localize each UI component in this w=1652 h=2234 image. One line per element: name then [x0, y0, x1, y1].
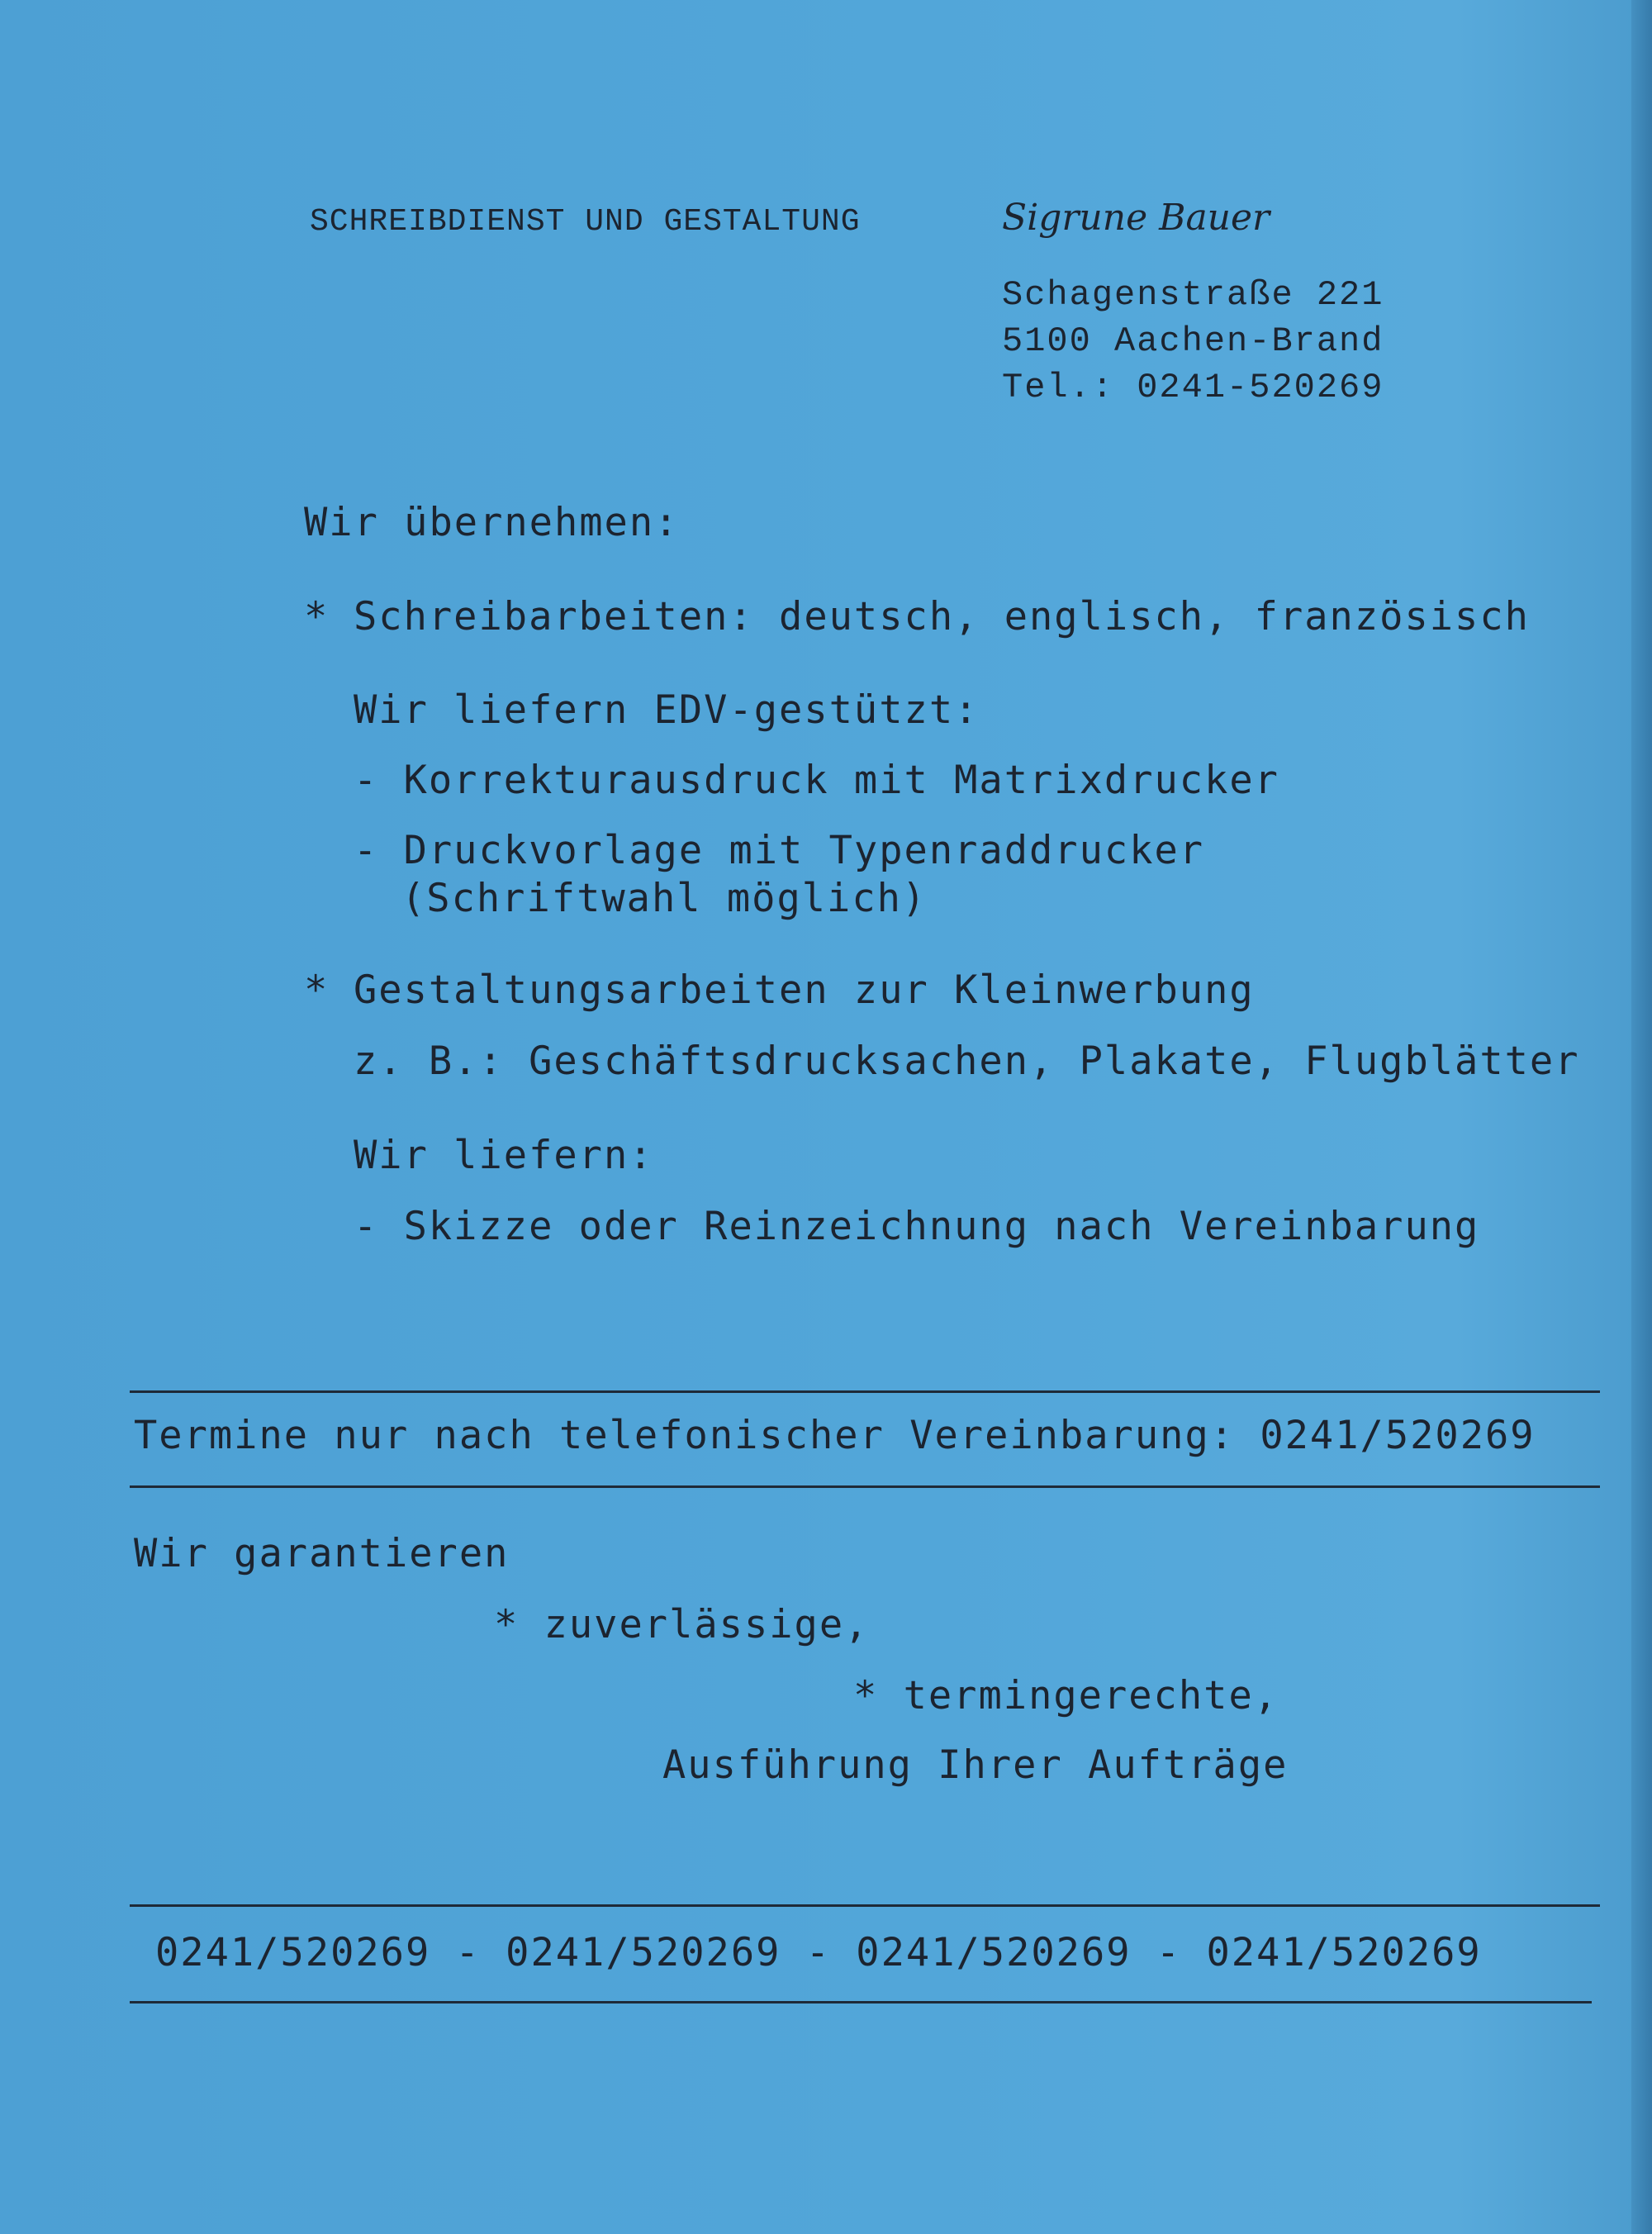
service-writing-point: - Korrekturausdruck mit Matrixdrucker [354, 758, 1279, 803]
guarantee-reliable: * zuverlässige, [494, 1602, 870, 1647]
divider-line [130, 1485, 1600, 1488]
service-writing-point-note: (Schriftwahl möglich) [401, 876, 928, 921]
service-writing-delivery-intro: Wir liefern EDV-gestützt: [354, 687, 980, 733]
guarantee-intro: Wir garantieren [134, 1531, 510, 1576]
page-edge-shadow [1631, 0, 1652, 2234]
footer-phone-numbers: 0241/520269 - 0241/520269 - 0241/520269 - 0241/520269 [155, 1930, 1482, 1975]
service-writing-title: Schreibarbeiten: deutsch, englisch, französisch [354, 594, 1530, 639]
service-design-point: - Skizze oder Reinzeichnung nach Vereinbarung [354, 1204, 1480, 1249]
divider-line [130, 2001, 1592, 2003]
bullet-star: * [304, 594, 330, 639]
address-street: Schagenstraße 221 [1002, 275, 1384, 315]
service-design-example: z. B.: Geschäftsdrucksachen, Plakate, Flugblätter [354, 1039, 1580, 1084]
service-writing-point: - Druckvorlage mit Typenraddrucker [354, 828, 1205, 873]
address-city: 5100 Aachen-Brand [1002, 321, 1384, 361]
owner-name: Sigrune Bauer [1002, 197, 1270, 239]
service-design-title: Gestaltungsarbeiten zur Kleinwerbung [354, 967, 1255, 1013]
divider-line [130, 1904, 1600, 1907]
address-phone: Tel.: 0241-520269 [1002, 368, 1384, 407]
guarantee-closing: Ausführung Ihrer Aufträge [662, 1742, 1289, 1788]
guarantee-on-time: * termingerechte, [853, 1673, 1279, 1718]
service-design-delivery-intro: Wir liefern: [354, 1133, 654, 1178]
divider-line [130, 1390, 1600, 1393]
company-name: SCHREIBDIENST UND GESTALTUNG [310, 204, 861, 240]
services-intro: Wir übernehmen: [304, 500, 680, 545]
appointment-note: Termine nur nach telefonischer Vereinbarung: 0241/520269 [134, 1413, 1536, 1458]
bullet-star: * [304, 967, 330, 1013]
